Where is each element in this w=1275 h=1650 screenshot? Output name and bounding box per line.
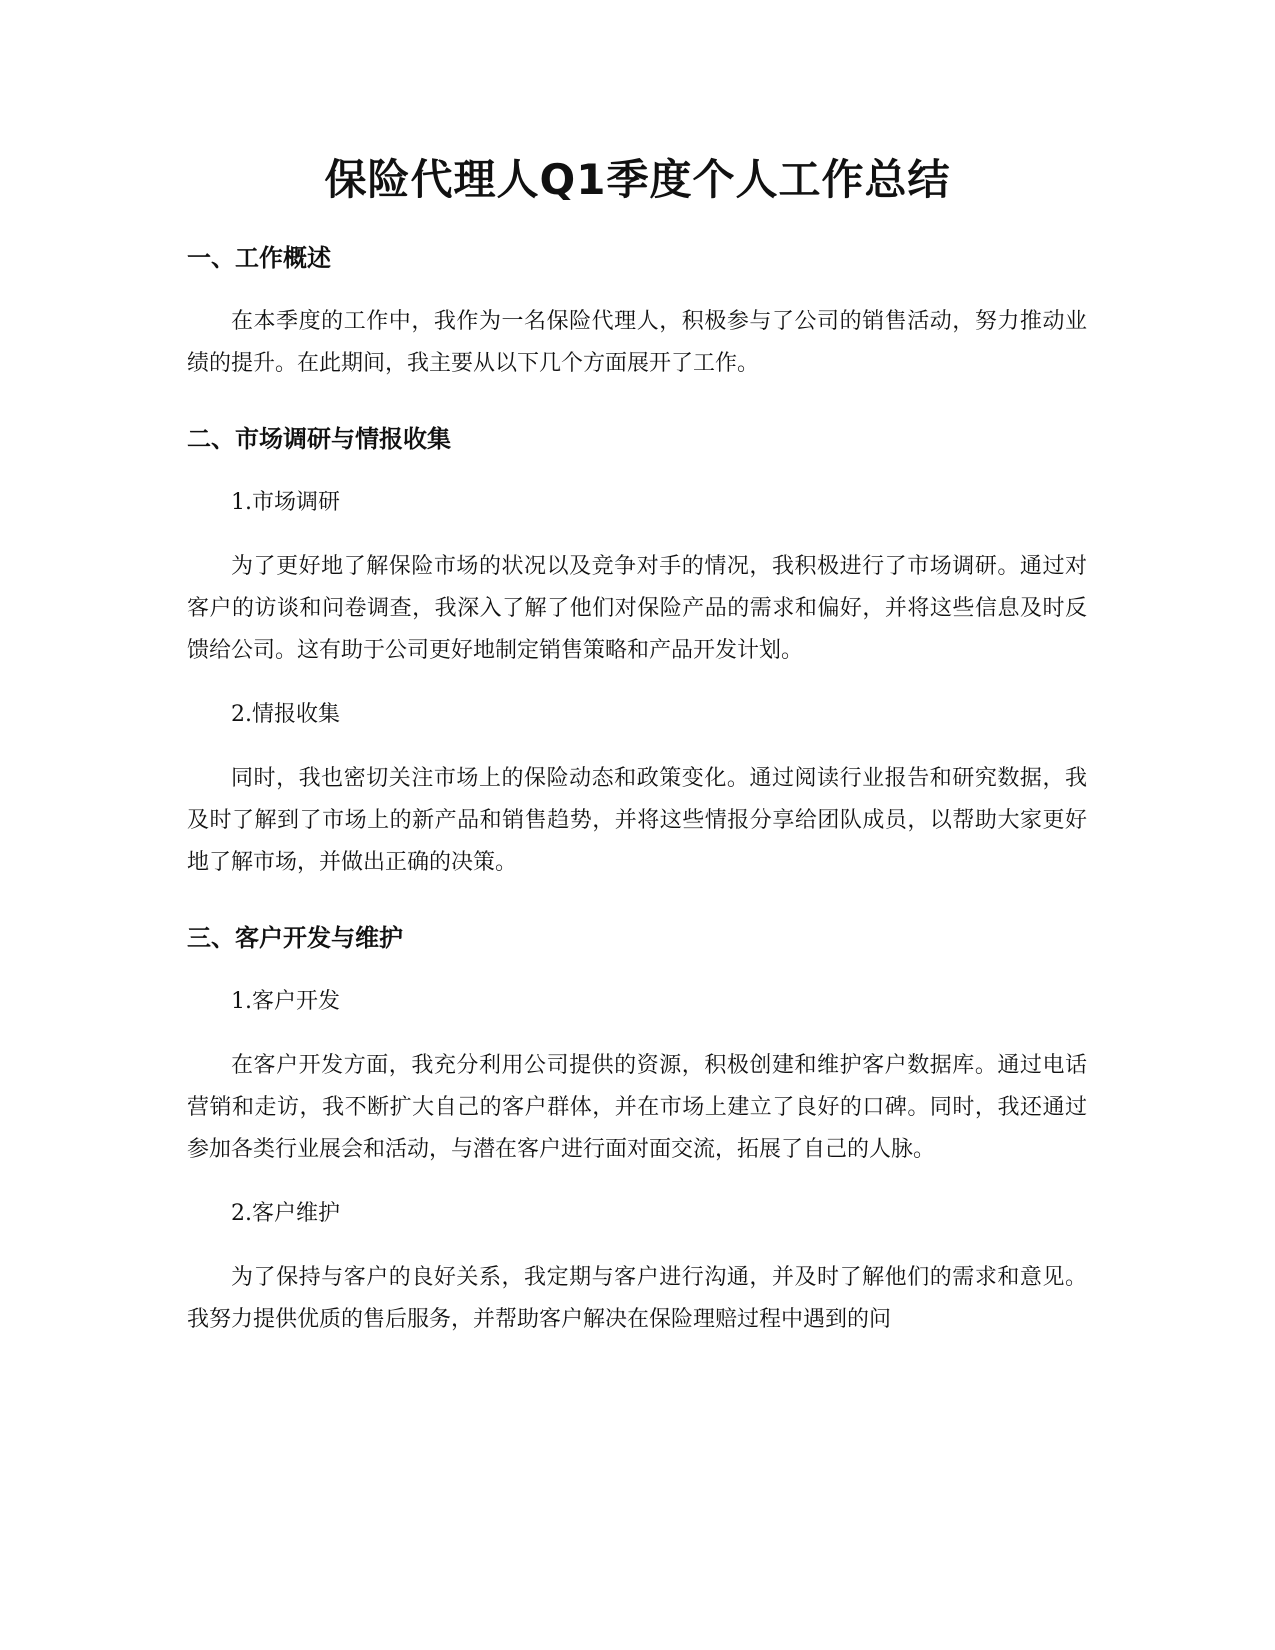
- paragraph: 在本季度的工作中，我作为一名保险代理人，积极参与了公司的销售活动，努力推动业绩的提升。在此期间，我主要从以下几个方面展开了工作。: [187, 309, 1087, 376]
- document-title: 保险代理人Q1季度个人工作总结: [324, 155, 951, 204]
- subsection-title: 1.客户开发: [231, 989, 340, 1014]
- subsection-title: 1.市场调研: [231, 490, 340, 515]
- subsection-title: 2.情报收集: [231, 702, 340, 727]
- paragraph: 为了更好地了解保险市场的状况以及竞争对手的情况，我积极进行了市场调研。通过对客户的访谈和问卷调查，我深入了解了他们对保险产品的需求和偏好，并将这些信息及时反馈给公司。这有助于公司更好地制定销售策略和产品开发计划。: [187, 554, 1087, 663]
- section-overview: [187, 240, 1087, 385]
- section-heading: 一、工作概述: [187, 244, 331, 272]
- section-market-research: [187, 421, 1087, 884]
- subsection-title: 2.客户维护: [231, 1201, 340, 1226]
- paragraph: 为了保持与客户的良好关系，我定期与客户进行沟通，并及时了解他们的需求和意见。我努力提供优质的售后服务，并帮助客户解决在保险理赔过程中遇到的问: [187, 1265, 1087, 1332]
- section-client-development: [187, 920, 1087, 1341]
- document-body: [187, 240, 1087, 1363]
- paragraph: 同时，我也密切关注市场上的保险动态和政策变化。通过阅读行业报告和研究数据，我及时了解到了市场上的新产品和销售趋势，并将这些情报分享给团队成员，以帮助大家更好地了解市场，并做出正确的决策。: [187, 766, 1087, 875]
- paragraph: 在客户开发方面，我充分利用公司提供的资源，积极创建和维护客户数据库。通过电话营销和走访，我不断扩大自己的客户群体，并在市场上建立了良好的口碑。同时，我还通过参加各类行业展会和活动，与潜在客户进行面对面交流，拓展了自己的人脉。: [187, 1053, 1087, 1162]
- section-heading: 三、客户开发与维护: [187, 924, 403, 952]
- section-heading: 二、市场调研与情报收集: [187, 425, 451, 453]
